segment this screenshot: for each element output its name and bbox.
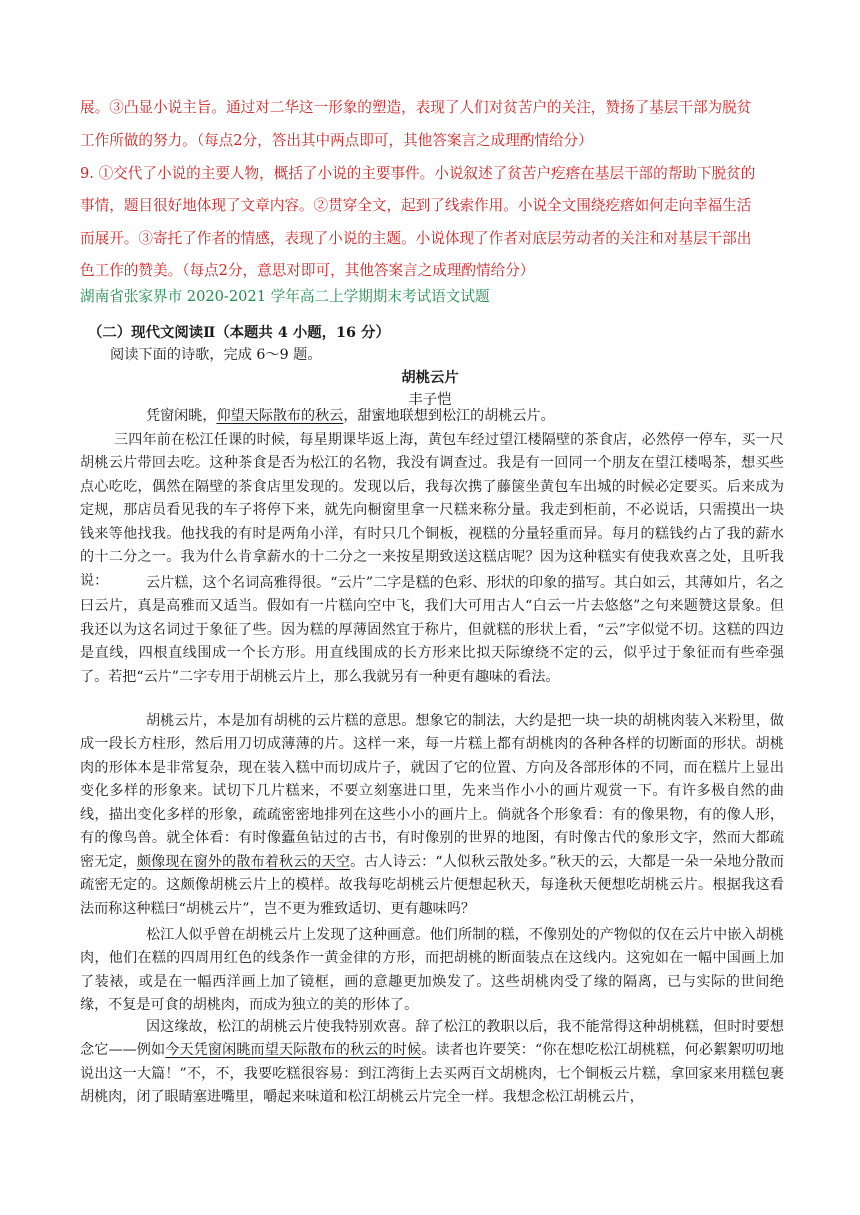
answer-9-line-2: 事情，题目很好地体现了文章内容。②贯穿全文，起到了线索作用。小说全文围绕疙瘩如何走向幸福生活 xyxy=(80,197,752,214)
article-paragraph-4: 胡桃云片，本是加有胡桃的云片糕的意思。想象它的制法，大约是把一块一块的胡桃肉装入米粉里，做成一段长方柱形，然后用刀切成薄薄的片。这样一来，每一片糕上都有胡桃肉的各种各样的切断面的形状。胡桃肉的形体本是非常复杂，现在装入糕中而切成片子，就因了它的位置、方向及各部形体的不同，而在糕片上显出变化多样的形象来。试切下几片糕来，不要立刻塞进口里，先来当作小小的画片观赏一下。有许多极自然的曲线，描出变化多样的形象，疏疏密密地排列在这些小小的画片上。倘就各个形象看：有的像果物，有的像人形，有的像鸟兽。就全体看：有时像蠹鱼钻过的古书，有时像别的世界的地图，有时像古代的象形文字，然而大都疏密无定，颇像现在窗外的散布着秋云的天空。古人诗云：“人似秋云散处多。”秋天的云，大都是一朵一朵地分散而疏密无定的。这颇像胡桃云片上的模样。故我每吃胡桃云片便想起秋天，每逢秋天便想吃胡桃云片。根据我这看法而称这种糕曰“胡桃云片”，岂不更为雅致适切、更有趣味吗？ xyxy=(80,713,784,917)
article-title: 胡桃云片 xyxy=(401,369,459,386)
article-paragraph-2: 三四年前在松江任课的时候，每星期课毕返上海，黄包车经过望江楼隔壁的茶食店，必然停一停车，买一尺胡桃云片带回去吃。这种茶食是否为松江的名物，我没有调查过。我是有一回同一个朋友在望江楼喝茶，想买些点心吃吃，偶然在隔壁的茶食店里发现的。发现以后，我每次携了藤箧坐黄包车出城的时候必定要买。后来成为定规，那店员看见我的车子将停下来，就先向橱窗里拿一尺糕来称分量。我走到柜前，不必说话，只需摸出一块钱来等他找我。他找我的有时是两角小洋，有时只几个铜板，视糕的分量轻重而异。每月的糕钱约占了我的薪水的十二分之一。我为什么肯拿薪水的十二分之一来按星期致送这糕店呢？因为这种糕实有使我欢喜之处，且听我说： xyxy=(80,432,784,589)
article-paragraph-1: 凭窗闲眺，仰望天际散布的秋云，甜蜜地联想到松江的胡桃云片。 xyxy=(146,408,555,424)
underlined-phrase-1: 仰望天际散布的秋云 xyxy=(216,408,344,424)
article-paragraph-3: 云片糕，这个名词高雅得很。“云片”二字是糕的色彩、形状的印象的描写。其白如云，其薄如片，名之曰云片，真是高雅而又适当。假如有一片糕向空中飞，我们大可用古人“白云一片去悠悠”之句来题赞这景象。但我还以为这名词过于象征了些。因为糕的厚薄固然宜于称片，但就糕的形状上看，“云”字似觉不切。这糕的四边是直线，四根直线围成一个长方形。用直线围成的长方形来比拟天际缭绕不定的云，似乎过于象征而有些牵强了。若把“云片”二字专用于胡桃云片上，那么我就另有一种更有趣味的看法。 xyxy=(80,575,784,685)
article-author: 丰子恺 xyxy=(408,392,452,408)
article-paragraph-5: 松江人似乎曾在胡桃云片上发现了这种画意。他们所制的糕，不像别处的产物似的仅在云片中嵌入胡桃肉，他们在糕的四周用红色的线条作一黄金律的方形，而把胡桃的断面装点在这线内。这宛如在一幅中国画上加了装裱，或是在一幅西洋画上加了镜框，画的意趣更加焕发了。这些胡桃肉受了缘的隔离，已与实际的世间绝缘，不复是可食的胡桃肉，而成为独立的美的形体了。 xyxy=(80,927,784,1014)
section-instruction: 阅读下面的诗歌，完成 6～9 题。 xyxy=(110,347,322,363)
source-note: 湖南省张家界市 2020-2021 学年高二上学期期末考试语文试题 xyxy=(80,288,490,305)
answer-8-line-2: 工作所做的努力。（每点2分，答出其中两点即可，其他答案言之成理酌情给分） xyxy=(80,132,593,149)
answer-9-line-3: 而展开。③寄托了作者的情感，表现了小说的主题。小说体现了作者对底层劳动者的关注和对基层干部出 xyxy=(80,230,752,247)
answer-9-line-4: 色工作的赞美。（每点2分，意思对即可，其他答案言之成理酌情给分） xyxy=(80,262,535,279)
underlined-phrase-2: 颇像现在窗外的散布着秋云的天空 xyxy=(136,853,351,870)
answer-8-line-1: 展。③凸显小说主旨。通过对二华这一形象的塑造，表现了人们对贫苦户的关注，赞扬了基层干部为脱贫 xyxy=(80,99,752,116)
article-paragraph-6: 因这缘故，松江的胡桃云片使我特别欢喜。辞了松江的教职以后，我不能常得这种胡桃糕，但时时要想念它——例如今天凭窗闲眺而望天际散布的秋云的时候。读者也许要笑：“你在想吃松江胡桃糕，何必絮絮叨叨地说出这一大篇！”不，不，我要吃糕很容易：到江湾街上去买两百文胡桃肉，七个铜板云片糕，拿回家来用糕包裹胡桃肉，闭了眼睛塞进嘴里，嚼起来味道和松江胡桃云片完全一样。我想念松江胡桃云片， xyxy=(80,1019,785,1106)
section-heading: （二）现代文阅读Ⅱ（本题共 4 小题，16 分） xyxy=(88,324,390,341)
underlined-phrase-3: 今天凭窗闲眺而望天际散布的秋云的时候 xyxy=(165,1042,422,1059)
answer-9-line-1: 9. ①交代了小说的主要人物，概括了小说的主要事件。小说叙述了贫苦户疙瘩在基层干部的帮助下脱贫的 xyxy=(80,165,756,182)
